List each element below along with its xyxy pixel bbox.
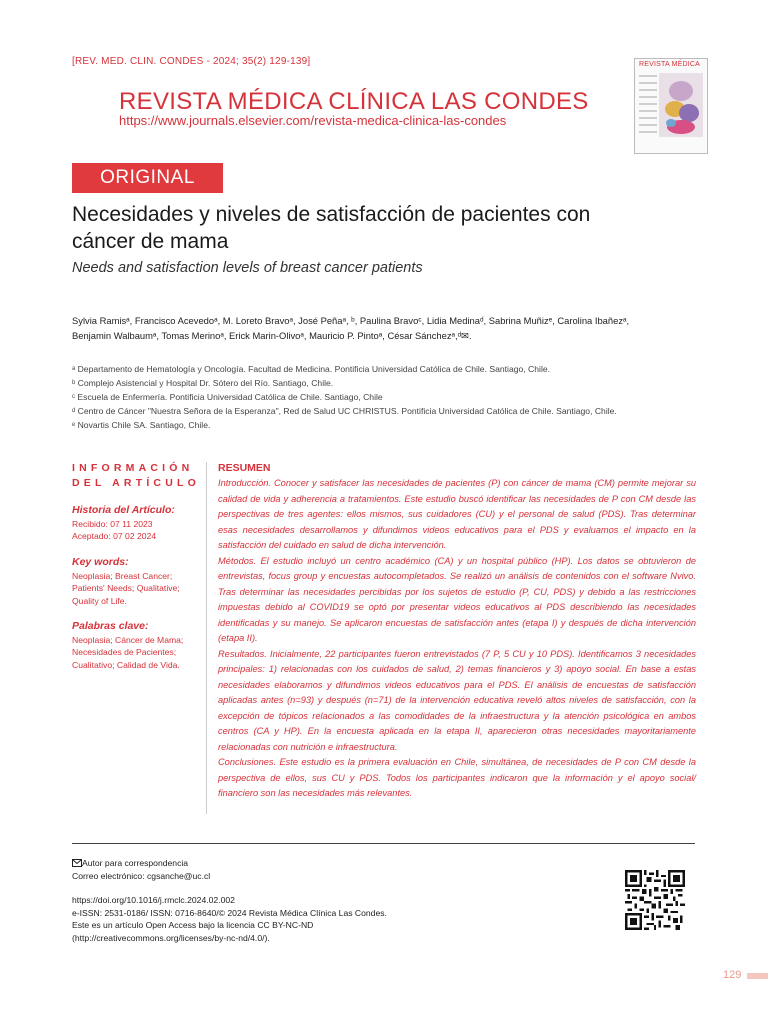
article-type-badge: ORIGINAL	[72, 163, 223, 193]
keywords-spanish	[72, 620, 202, 671]
license-link[interactable]: (http://creativecommons.org/licenses/by-nc-nd/4.0/).	[72, 932, 270, 943]
footer-divider	[72, 843, 695, 844]
abstract-introduction: Introducción. Conocer y satisfacer las necesidades de pacientes (P) con cáncer de mama (CM) permite mejorar su calidad de vida y adherencia a tratamientos. Este estudio buscó identificar las necesidades de P con CM desde las perspectivas de tres agentes: ellos mismos, sus cuidadores (CU) y el personal de salud (PDS). Tras determinar esas necesidades desarrollamos y difundimos videos educativos para el PDS y evaluamos el impacto en la satisfacción del cuidado en salud de dicha intervención.	[218, 478, 696, 550]
cover-illustration	[659, 73, 703, 137]
affiliation-a: ᵃ Departamento de Hematología y Oncología. Facultad de Medicina. Pontificia Universidad Católica de Chile. Santiago, Chile.	[72, 364, 551, 374]
article-title-english: Needs and satisfaction levels of breast cancer patients	[72, 260, 423, 276]
keywords-english	[72, 556, 202, 607]
column-divider	[206, 462, 207, 814]
keyword-line: Patients' Needs; Qualitative;	[72, 583, 180, 593]
abstract-methods: Métodos. El estudio incluyó un centro académico (CA) y un hospital público (HP). Los datos se obtuvieron de entrevistas, focus group y encuestas autocompletados. Se realizó un análisis de contenidos con el software Nvivo. Tras determinar las necesidades percibidas por los sujetos de estudio (P, CU, PDS) y debido a las restricciones impuestas debido al COVID19 se optó por presentar videos educativos al PDS describiendo las necesidades identificadas y su manejo. Se aplicaron encuestas de satisfacción antes (etapa I) y después de dicha intervención (etapa II).	[218, 555, 696, 643]
info-heading-line-2: DEL ARTÍCULO	[72, 477, 200, 489]
keyword-line: Neoplasia; Breast Cancer;	[72, 570, 173, 581]
page-number: 129	[723, 969, 742, 981]
affiliation-b: ᵇ Complejo Asistencial y Hospital Dr. Sótero del Río. Santiago, Chile.	[72, 378, 334, 388]
article-history	[72, 504, 202, 543]
journal-cover-thumbnail[interactable]	[634, 58, 708, 154]
received-date: Recibido: 07 11 2023	[72, 518, 153, 529]
palabra-line: Necesidades de Pacientes;	[72, 647, 177, 657]
corresponding-author-line	[72, 857, 210, 870]
corr-author-label: Autor para correspondencia	[82, 858, 189, 868]
doi-link[interactable]: https://doi.org/10.1016/j.rmclc.2024.02.002	[72, 895, 235, 905]
title-line-1: Necesidades y niveles de satisfacción de pacientes con	[72, 203, 591, 226]
author-list	[72, 313, 702, 343]
article-title-spanish	[72, 201, 692, 255]
journal-title: REVISTA MÉDICA CLÍNICA LAS CONDES	[119, 88, 589, 115]
corresponding-email[interactable]: Correo electrónico: cgsanche@uc.cl	[72, 870, 211, 881]
qr-code-icon[interactable]	[625, 870, 685, 930]
cover-text-lines	[639, 75, 657, 138]
info-heading-line-1: INFORMACIÓN	[72, 462, 194, 474]
corresponding-author	[72, 857, 210, 882]
authors-line-1: Sylvia Ramisᵃ, Francisco Acevedoᵃ, M. Loreto Bravoᵃ, José Peñaᵃ, ᵇ, Paulina Bravoᶜ, Lidia Medinaᵈ, Sabrina Muñizᵉ, Carolina Ibañezᵃ,	[72, 315, 630, 326]
authors-line-2: Benjamin Walbaumᵃ, Tomas Merinoᵃ, Erick Marin-Olivoᵃ, Mauricio P. Pintoᵃ, César Sánchezᵃ,ᵈ✉.	[72, 330, 472, 341]
palabras-title: Palabras clave:	[72, 620, 149, 632]
journal-url-link[interactable]: https://www.journals.elsevier.com/revista-medica-clinica-las-condes	[119, 113, 507, 128]
envelope-icon	[72, 859, 82, 867]
abstract-heading: RESUMEN	[218, 462, 271, 474]
issn-line: e-ISSN: 2531-0186/ ISSN: 0716-8640/© 2024 Revista Médica Clínica Las Condes.	[72, 907, 387, 918]
affiliation-d: ᵈ Centro de Cáncer "Nuestra Señora de la Esperanza", Red de Salud UC CHRISTUS. Pontificia Universidad Católica de Chile. Santiago, Chile.	[72, 406, 617, 416]
citation: [REV. MED. CLIN. CONDES - 2024; 35(2) 129-139]	[72, 56, 311, 67]
affiliation-e: ᵉ Novartis Chile SA. Santiago, Chile.	[72, 420, 211, 430]
title-line-2: cáncer de mama	[72, 230, 229, 253]
affiliations	[72, 362, 712, 432]
abstract-results: Resultados. Inicialmente, 22 participantes fueron entrevistados (7 P, 5 CU y 10 PDS). Identificamos 3 necesidades principales: 1) relacionadas con los cuidados de salud, 2) temas financieros y 3) apoyo social. En base a estas necesidades elaboramos y difundimos videos educativos para el PDS. El análisis de encuestas de satisfacción aplicadas antes (n=93) y después (n=71) de la intervención educativa reveló altos niveles de satisfacción, con la excepción de tópicos relacionados a las comodidades de la infraestructura y la atención psicológica en ambos centros (CA y HP). En la encuesta aplicada en la etapa II, aparecieron otras necesidades mayoritariamente relacionadas con nutrición e infraestructura.	[218, 648, 696, 752]
keywords-title: Key words:	[72, 556, 129, 568]
keyword-line: Quality of Life.	[72, 595, 127, 606]
history-title: Historia del Artículo:	[72, 504, 175, 516]
palabra-line: Neoplasia; Cáncer de Mama;	[72, 634, 184, 645]
abstract-conclusions: Conclusiones. Este estudio es la primera evaluación en Chile, simultánea, de necesidades de P con CM desde la perspectiva de ellos, sus CU y PDS. Todos los participantes indicaron que la información y el apoyo social/ financiero son las necesidades más relevantes.	[218, 757, 696, 798]
accepted-date: Aceptado: 07 02 2024	[72, 531, 157, 541]
abstract-body	[218, 476, 696, 802]
publication-info	[72, 894, 387, 944]
cover-masthead: REVISTA MÉDICA	[639, 61, 701, 68]
palabra-line: Cualitativo; Calidad de Vida.	[72, 659, 180, 670]
article-info-heading	[72, 461, 200, 491]
affiliation-c: ᶜ Escuela de Enfermería. Pontificia Universidad Católica de Chile. Santiago, Chile	[72, 392, 383, 402]
page-number-bar	[747, 973, 768, 979]
license-line-1: Este es un artículo Open Access bajo la licencia CC BY-NC-ND	[72, 920, 314, 930]
